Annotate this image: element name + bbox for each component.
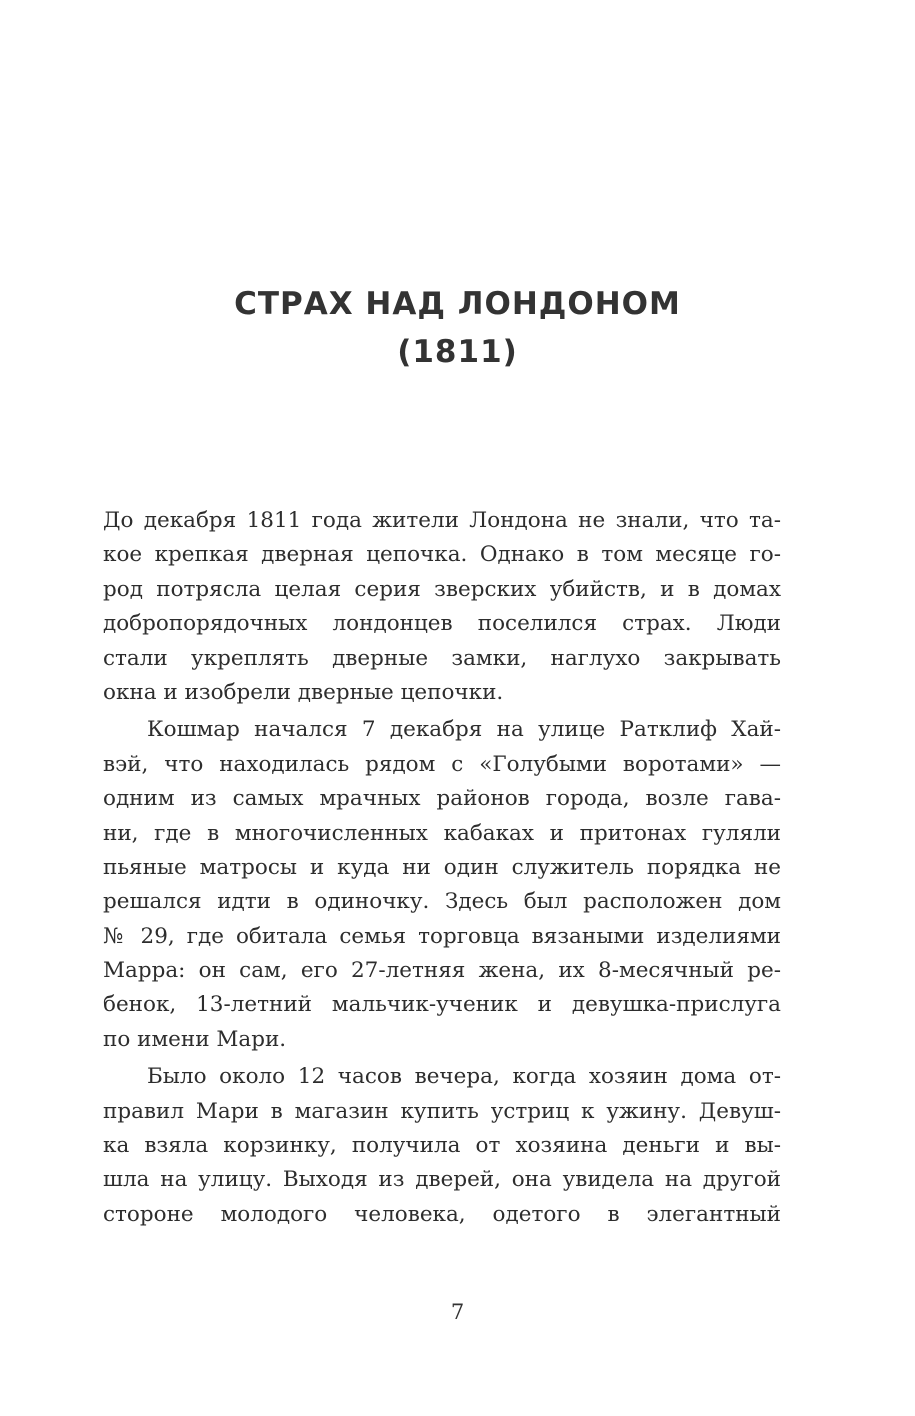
body-text: [103, 504, 781, 1232]
text-line: по имени Мари.: [103, 1026, 287, 1052]
paragraph: [103, 713, 781, 1057]
paragraph: [103, 504, 781, 710]
text-line: окна и изобрели дверные цепочки.: [103, 679, 504, 705]
text-line: ни, где в многочисленных кабаках и притонах гуляли: [103, 820, 781, 846]
text-line: стали укреплять дверные замки, наглухо закрывать: [103, 645, 781, 671]
chapter-title: СТРАХ НАД ЛОНДОНОМ: [234, 286, 681, 322]
text-line: правил Мари в магазин купить устриц к ужину. Девуш-: [103, 1098, 781, 1124]
text-line: шла на улицу. Выходя из дверей, она увидела на другой: [103, 1167, 781, 1193]
text-line: одним из самых мрачных районов города, возле гава-: [103, 786, 781, 812]
paragraph: [103, 1060, 781, 1232]
text-line: решался идти в одиночку. Здесь был расположен дом: [103, 889, 781, 915]
page-number: 7: [450, 1300, 465, 1324]
text-line: До декабря 1811 года жители Лондона не знали, что та-: [103, 508, 781, 533]
text-line: Кошмар начался 7 декабря на улице Ратклиф Хай-: [147, 717, 781, 743]
chapter-year: (1811): [397, 334, 518, 370]
text-line: пьяные матросы и куда ни один служитель порядка не: [103, 854, 781, 880]
text-line: добропорядочных лондонцев поселился страх. Люди: [103, 611, 781, 637]
text-line: Было около 12 часов вечера, когда хозяин дома от-: [147, 1064, 781, 1090]
text-line: вэй, что находилась рядом с «Голубыми воротами» —: [103, 751, 781, 777]
text-line: ка взяла корзинку, получила от хозяина деньги и вы-: [103, 1133, 781, 1159]
chapter-heading: [0, 280, 915, 376]
text-line: № 29, где обитала семья торговца вязаными изделиями: [103, 923, 781, 949]
text-line: Марра: он сам, его 27-летняя жена, их 8-месячный ре-: [103, 958, 781, 984]
text-line: стороне молодого человека, одетого в элегантный: [103, 1201, 781, 1227]
text-line: кое крепкая дверная цепочка. Однако в том месяце го-: [103, 542, 781, 568]
text-line: род потрясла целая серия зверских убийств, и в домах: [103, 576, 781, 602]
text-line: бенок, 13-летний мальчик-ученик и девушка-прислуга: [103, 992, 781, 1018]
